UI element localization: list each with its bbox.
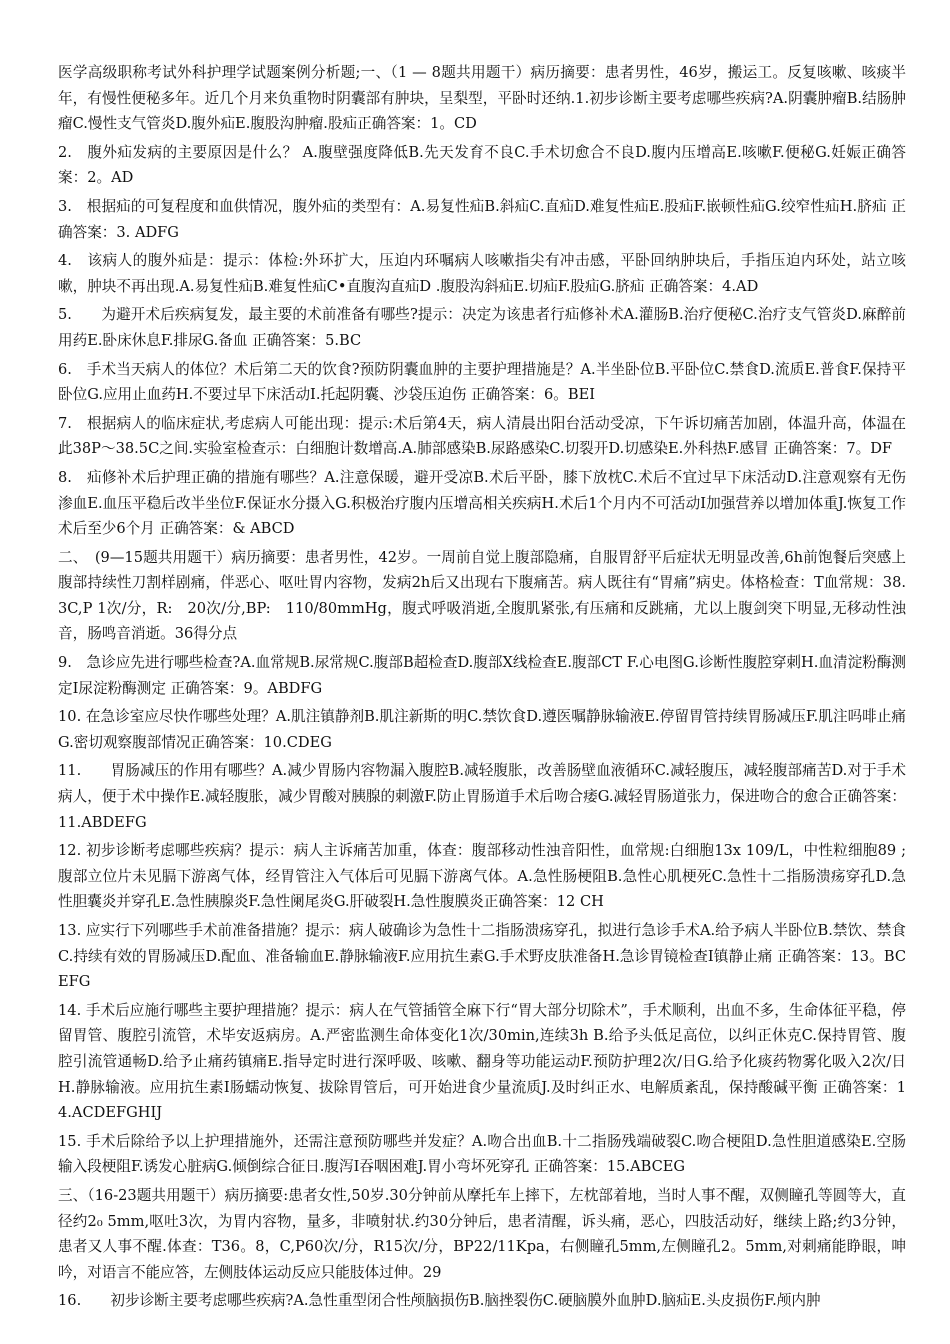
question-3: 3. 根据疝的可复程度和血供情况，腹外疝的类型有：A.易复性疝B.斜疝C.直疝D.难复性疝E.股疝F.嵌顿性疝G.绞窄性疝H.脐疝 正确答案：3. ADFG bbox=[58, 197, 906, 241]
question-8: 8. 疝修补术后护理正确的措施有哪些？A.注意保暖，避开受凉B.术后平卧，膝下放枕C.术后不宜过早下床活动D.注意观察有无伤渗血E.血压平稳后改半坐位F.保证水分摄入G.积极治疗腹内压增高相关疾病H.术后1个月内不可活动I加强营养以增加体重J.恢复工作术后至少6个月 正确答案：& ABCD bbox=[58, 468, 906, 538]
question-2: 2. 腹外疝发病的主要原因是什么？ A.腹壁强度降低B.先天发育不良C.手术切愈合不良D.腹内压增高E.咳嗽F.便秘G.妊娠正确答案：2。AD bbox=[58, 143, 906, 187]
question-6: 6. 手术当天病人的体位？术后第二天的饮食?预防阴囊血肿的主要护理措施是？A.半坐卧位B.平卧位C.禁食D.流质E.普食F.保持平卧位G.应用止血药H.不要过早下床活动I.托起阴囊、沙袋压迫伤 正确答案：6。BEI bbox=[58, 360, 906, 404]
question-7: 7. 根据病人的临床症状,考虑病人可能出现：提示:术后第4天，病人清晨出阳台活动受凉，下午诉切痛苦加剧，体温升高，体温在此38P〜38.5C之间.实验室检查示：白细胞计数增高.A.肺部感染B.尿路感染C.切裂开D.切感染E.外科热F.感冒 正确答案：7。DF bbox=[58, 414, 906, 458]
case-2-intro-paragraph: 二、 (9—15题共用题干）病历摘要：患者男性，42岁。一周前自觉上腹部隐痛，自服胃舒平后症状无明显改善,6h前饱餐后突感上腹部持续性刀割样剧痛，伴恶心、呕吐胃内容物，发病2h后又出现右下腹痛苦。病人既往有“胃痛”病史。体格检查：T血常规：38.3C,P 1次/分，R: 20次/分,BP: 110/80mmHg，腹式呼吸消逝,全腹肌紧张,有压痛和反跳痛，尤以上腹剑突下明显,无移动性浊音，肠鸣音消逝。36得分点 bbox=[58, 548, 906, 643]
question-5: 5. 为避开术后疾病复发，最主要的术前准备有哪些?提示：决定为该患者行疝修补术A.灌肠B.治疗便秘C.治疗支气管炎D.麻醉前用药E.卧床休息F.排尿G.备血 正确答案：5.BC bbox=[58, 306, 906, 349]
question-12: 12. 初步诊断考虑哪些疾病？提示：病人主诉痛苦加重，体查：腹部移动性浊音阳性，血常规:白细胞13x 109/L，中性粒细胞89 ;腹部立位片未见膈下游离气体，经胃管注入气体后可见膈下游离气体。A.急性肠梗阻B.急性心肌梗死C.急性十二指肠溃疡穿孔D.急性胆囊炎并穿孔E.急性胰腺炎F.急性阑尾炎G.肝破裂H.急性腹膜炎正确答案：12 CH bbox=[58, 842, 906, 911]
question-16: 16. 初步诊断主要考虑哪些疾病?A.急性重型闭合性颅脑损伤B.脑挫裂伤C.硬脑膜外血肿D.脑疝E.头皮损伤F.颅内肿 bbox=[58, 1292, 821, 1310]
case-intro-paragraph: 医学高级职称考试外科护理学试题案例分析题;一、（1 — 8题共用题干）病历摘要：患者男性，46岁，搬运工。反复咳嗽、咳痰半年，有慢性便秘多年。近几个月来负重物时阴囊部有肿块，呈梨型，平卧时还纳.1.初步诊断主要考虑哪些疾病?A.阴囊肿瘤B.结肠肿瘤C.慢性支气管炎D.腹外疝E.腹股沟肿瘤.股疝正确答案：1。CD bbox=[58, 64, 906, 133]
question-4: 4. 该病人的腹外疝是：提示：体检:外环扩大，压迫内环嘱病人咳嗽指尖有冲击感，平卧回纳肿块后，手指压迫内环处，站立咳嗽，肿块不再出现.A.易复性疝B.难复性疝C•直腹沟直疝D .腹股沟斜疝E.切疝F.股疝G.脐疝 正确答案：4.AD bbox=[58, 252, 906, 295]
question-11: 11. 胃肠减压的作用有哪些？A.减少胃肠内容物漏入腹腔B.减轻腹胀，改善肠壁血液循环C.减轻腹压，减轻腹部痛苦D.对于手术病人，便于术中操作E.减轻腹胀，减少胃酸对胰腺的刺激F.防止胃肠道手术后吻合痿G.减轻胃肠道张力，保进吻合的愈合正确答案：11.ABDEFG bbox=[58, 762, 906, 831]
question-10: 10. 在急诊室应尽快作哪些处理？A.肌注镇静剂B.肌注新斯的明C.禁饮食D.遵医嘱静脉输液E.停留胃管持续胃肠减压F.肌注吗啡止痛G.密切观察腹部情况正确答案：10.CDEG bbox=[58, 708, 906, 751]
question-9: 9. 急诊应先进行哪些检查?A.血常规B.尿常规C.腹部B超检查D.腹部X线检查E.腹部CT F.心电图G.诊断性腹腔穿刺H.血清淀粉酶测定I尿淀粉酶测定 正确答案：9。ABDFG bbox=[58, 654, 906, 697]
question-15: 15. 手术后除给予以上护理措施外，还需注意预防哪些并发症？A.吻合出血B.十二指肠残端破裂C.吻合梗阻D.急性胆道感染E.空肠输入段梗阻F.诱发心脏病G.倾倒综合征日.腹泻I吞咽困难J.胃小弯坏死穿孔 正确答案：15.ABCEG bbox=[58, 1132, 906, 1176]
question-14: 14. 手术后应施行哪些主要护理措施？提示：病人在气管插管全麻下行“胃大部分切除术”，手术顺利，出血不多，生命体征平稳，停留胃管、腹腔引流管，术毕安返病房。A.严密监测生命体变化1次/30min,连续3h B.给予头低足高位，以纠正休克C.保持胃管、腹腔引流管通畅D.给予止痛药镇痛E.指导定时进行深呼吸、咳嗽、翻身等功能运动F.预防护理2次/日G.给予化痰药物雾化吸入2次/日H.静脉输液。应用抗生素I肠蠕动恢复、拔除胃管后，可开始进食少量流质J.及时纠正水、电解质紊乱，保持酸碱平衡 正确答案：14.ACDEFGHIJ bbox=[58, 1001, 906, 1122]
question-13: 13. 应实行下列哪些手术前准备措施？提示：病人破确诊为急性十二指肠溃疡穿孔，拟进行急诊手术A.给予病人半卧位B.禁饮、禁食C.持续有效的胃肠减压D.配血、准备输血E.静脉输液F.应用抗生素G.手术野皮肤准备H.急诊胃镜检查I镇静止痛 正确答案：13。BCEFG bbox=[58, 922, 906, 991]
case-3-intro-paragraph: 三、（16-23题共用题干）病历摘要:患者女性,50岁.30分钟前从摩托车上摔下，左枕部着地，当时人事不醒，双侧瞳孔等圆等大，直径约2₀ 5mm,呕吐3次，为胃内容物，量多，非喷射状.约30分钟后，患者清醒，诉头痛，恶心，四肢活动好，继续上路;约3分钟，患者又人事不醒.体查：T36。8，C,P60次/分，R15次/分，BP22/11Kpa，右侧瞳孔5mm,左侧瞳孔2。5mm,对刺痛能睁眼，呻吟，对语言不能应答，左侧肢体运动反应只能肢体过伸。29 bbox=[58, 1186, 906, 1281]
